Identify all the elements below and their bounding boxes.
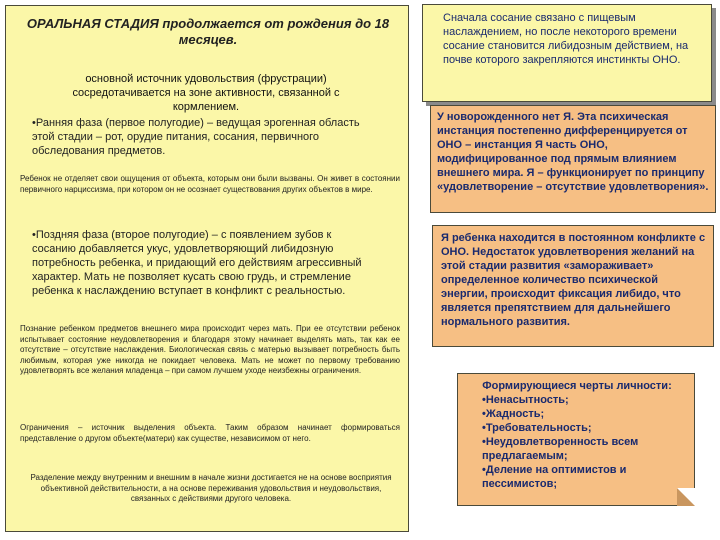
note-traits-item: •Жадность; <box>482 408 545 420</box>
folded-corner <box>677 488 695 506</box>
note-sucking-text: Сначала сосание связано с пищевым наслаждением, но после некоторого времени сосание становится либидозным действием, на почве которого закрепляются инстинкты ОНО. <box>443 12 689 66</box>
info-text-4: Разделение между внутренним и внешним в начале жизни достигается не на основе восприятия объективной действительности, а на основе переживания удовольствия и неудовольствия, связанных с действиями другого человека. <box>30 473 392 503</box>
info-text-2: Познание ребенком предметов внешнего мира происходит через мать. При ее отсутствии ребенок испытывает состояние неудовлетворения и благодаря этому начинает выделять мать, так как ее отсутствие – отсутствие наслаждения. Биологическая связь с матерью вызывает потребность быть любимым, которая уже никогда не покидает человека. Мать не может по первому требованию удовлетворять все желания младенца – при самом лучшем уходе неизбежны ограничения. <box>20 324 400 375</box>
note-ego <box>430 105 716 213</box>
note-traits-item: •Неудовлетворенность всем предлагаемым; <box>482 436 639 462</box>
left-panel <box>5 5 409 532</box>
note-traits-item: •Требовательность; <box>482 422 592 434</box>
info-text-3: Ограничения – источник выделения объекта. Таким образом начинает формироваться представление о другом объекте(матери) как существе, независимом от него. <box>20 423 400 443</box>
note-traits-title: Формирующиеся черты личности: <box>482 380 672 392</box>
main-paragraph: основной источник удовольствия (фрустрации) сосредотачивается на зоне активности, связанной с кормлением. <box>72 73 340 113</box>
note-traits-item: •Ненасытность; <box>482 394 569 406</box>
note-conflict <box>432 225 714 347</box>
info-text-1: Ребенок не отделяет свои ощущения от объекта, которым они были вызваны. Он живет в состоянии первичного нарциссизма, при котором он не осознает существования других объектов в мире. <box>20 174 400 194</box>
early-phase-text: •Ранняя фаза (первое полугодие) – ведущая эрогенная область этой стадии – рот, орудие питания, сосания, первичного обследования предметов. <box>32 117 360 157</box>
note-traits <box>457 373 695 506</box>
note-traits-item: •Деление на оптимистов и пессимистов; <box>482 464 627 490</box>
note-conflict-text: Я ребенка находится в постоянном конфликте с ОНО. Недостаток удовлетворения желаний на этой стадии развития «замораживает» определенное количество психической энергии, происходит фиксация либидо, что является препятствием для дальнейшего нормального развития. <box>441 232 706 328</box>
note-ego-text: У новорожденного нет Я. Эта психическая инстанция постепенно дифференцируется от ОНО – инстанция Я часть ОНО, модифицированное под прямым влиянием внешнего мира. Я – функционирует по принципу «удовлетворение – отсутствие удовлетворения». <box>437 111 709 193</box>
stage-title: ОРАЛЬНАЯ СТАДИЯ продолжается от рождения до 18 месяцев. <box>26 16 390 47</box>
late-phase-text: •Поздняя фаза (второе полугодие) – с появлением зубов к сосанию добавляется укус, удовлетворяющий либидозную потребность ребенка, и придающий его действиям агрессивный характер. Мать не позволяет кусать свою грудь, и стремление ребенка к наслаждению вступает в конфликт с реальностью. <box>32 229 362 297</box>
note-sucking <box>422 4 712 102</box>
